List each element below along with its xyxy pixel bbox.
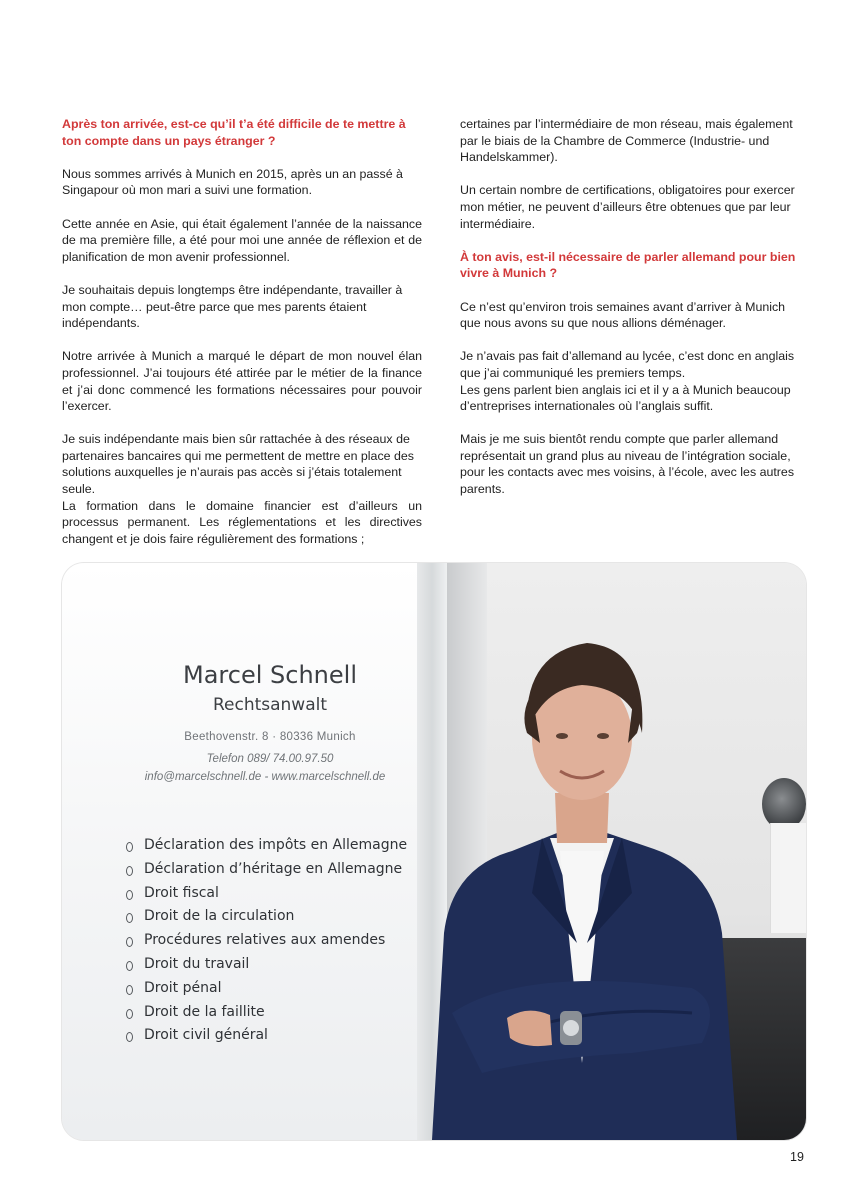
left-column bbox=[62, 116, 422, 564]
paragraph: Je n’avais pas fait d’allemand au lycée, c’est donc en anglais que j’ai communiqué les premiers temps. bbox=[460, 349, 795, 380]
paragraph: Les gens parlent bien anglais ici et il y a à Munich beaucoup d’entreprises internationales où l’anglais suffit. bbox=[460, 382, 791, 414]
service-item bbox=[124, 882, 407, 906]
paragraph: Cette année en Asie, qui était également l’année de la naissance de ma première fille, a été pour moi une année de réflexion et de planification de mon avenir professionnel. bbox=[62, 216, 422, 264]
bullet-icon bbox=[126, 937, 133, 947]
lawyer-advertisement bbox=[62, 563, 806, 1140]
bullet-icon bbox=[126, 961, 133, 971]
address: Beethovenstr. 8 · 80336 Munich bbox=[184, 731, 356, 743]
bullet-icon bbox=[126, 1009, 133, 1019]
bullet-icon bbox=[126, 842, 133, 852]
service-item bbox=[124, 977, 407, 1001]
interview-question: Après ton arrivée, est-ce qu’il t’a été difficile de te mettre à ton compte dans un pays étranger ? bbox=[62, 117, 406, 148]
bullet-icon bbox=[126, 913, 133, 923]
service-item bbox=[124, 1001, 407, 1025]
interview-question: À ton avis, est-il nécessaire de parler allemand pour bien vivre à Munich ? bbox=[460, 249, 796, 281]
bullet-icon bbox=[126, 985, 133, 995]
paragraph: Notre arrivée à Munich a marqué le départ de mon nouvel élan professionnel. J’ai toujours été attirée par le métier de la finance et j’ai donc commencé les formations nécessaires pour pouvoir l’exercer. bbox=[62, 349, 422, 414]
service-label: Droit de la faillite bbox=[144, 1003, 265, 1020]
service-label: Droit du travail bbox=[144, 955, 250, 972]
bullet-icon bbox=[126, 890, 133, 900]
bullet-icon bbox=[126, 1032, 133, 1042]
service-item bbox=[124, 905, 407, 929]
paragraph: Un certain nombre de certifications, obligatoires pour exercer mon métier, ne peuvent d’ailleurs être obtenues que par leur intermédiaire. bbox=[460, 183, 795, 231]
service-label: Droit pénal bbox=[144, 979, 222, 996]
ad-text bbox=[62, 563, 422, 1140]
page-number: 19 bbox=[790, 1150, 804, 1164]
service-label: Droit de la circulation bbox=[144, 908, 295, 925]
service-label: Droit civil général bbox=[144, 1027, 268, 1044]
lawyer-portrait bbox=[392, 633, 772, 1140]
lawyer-name: Marcel Schnell bbox=[183, 661, 357, 689]
service-item bbox=[124, 834, 407, 858]
service-label: Droit fiscal bbox=[144, 884, 219, 901]
paragraph: Je souhaitais depuis longtemps être indépendante, travailler à mon compte… peut-être parce que mes parents étaient indépendants. bbox=[62, 282, 403, 331]
email-website: info@marcelschnell.de - www.marcelschnell.de bbox=[144, 771, 386, 783]
paragraph: Ce n’est qu’environ trois semaines avant d’arriver à Munich que nous avons su que nous allions déménager. bbox=[460, 299, 786, 331]
paragraph: Mais je me suis bientôt rendu compte que parler allemand représentait un grand plus au niveau de l’intégration sociale, pour les contacts avec mes voisins, à l’école, avec les autres parents. bbox=[460, 432, 795, 497]
paragraph: certaines par l’intermédiaire de mon réseau, mais également par le biais de la Chambre de Commerce (Industrie- und Handelskammer). bbox=[460, 117, 793, 165]
bullet-icon bbox=[126, 866, 133, 876]
lawyer-title: Rechtsanwalt bbox=[212, 695, 328, 715]
service-item bbox=[124, 1024, 407, 1048]
shelf bbox=[770, 823, 806, 933]
service-item bbox=[124, 953, 407, 977]
phone: Telefon 089/ 74.00.97.50 bbox=[206, 753, 334, 765]
service-label: Déclaration des impôts en Allemagne bbox=[144, 837, 408, 853]
right-column bbox=[460, 116, 808, 514]
services-list bbox=[124, 834, 407, 1048]
service-item bbox=[124, 858, 407, 882]
service-label: Déclaration d’héritage en Allemagne bbox=[144, 860, 403, 877]
paragraph: La formation dans le domaine financier est d’ailleurs un processus permanent. Les réglementations et les directives changent et je dois faire régulièrement des formations ; bbox=[62, 498, 422, 546]
paragraph: Je suis indépendante mais bien sûr rattachée à des réseaux de partenaires bancaires qui me permettent de mettre en place des solutions auxquelles je n’aurais pas accès si j’étais totalement seule. bbox=[62, 432, 414, 497]
paragraph: Nous sommes arrivés à Munich en 2015, après un an passé à Singapour où mon mari a suivi une formation. bbox=[62, 166, 403, 198]
service-item bbox=[124, 929, 407, 953]
service-label: Procédures relatives aux amendes bbox=[144, 932, 386, 949]
